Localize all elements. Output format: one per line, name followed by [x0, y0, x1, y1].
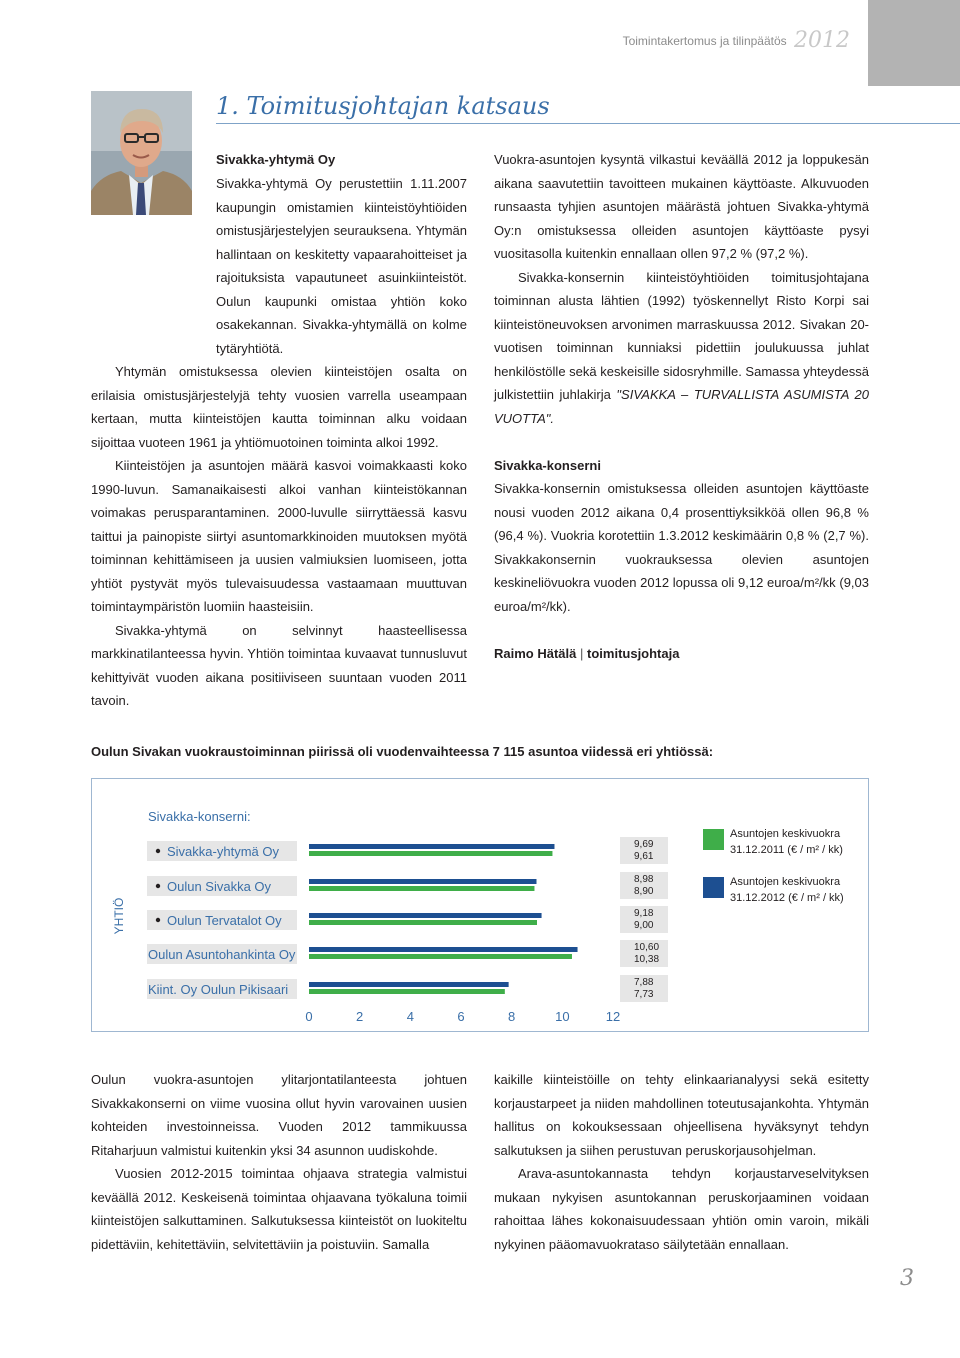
subheading-yhtyma: Sivakka-yhtymä Oy [216, 152, 336, 167]
x-tick-label: 10 [555, 1009, 570, 1024]
right-column [494, 148, 869, 665]
value-label-2012: 10,60 [634, 942, 660, 953]
corner-decoration [868, 0, 960, 86]
legend-text-line2: 31.12.2011 (€ / m² / kk) [730, 844, 843, 856]
value-label-2011: 8,90 [634, 886, 654, 897]
bar-2012 [309, 913, 542, 918]
right-paragraph-3: Sivakka-konsernin omistuksessa olleiden asuntojen käyttöaste nousi vuoden 2012 aikana 0,4 prosenttiyksikköä ollen 96,8 % (96,4 %). Vuokria korotettiin 1.3.2012 keskimäärin 0,8 % (2,7 %). Sivakkakonsernin vuokrauksessa olevien asuntojen keskineliövuokra vuoden 2012 lopussa oli 9,12 euroa/m²/kk (9,03 euroa/m²/kk). [494, 481, 869, 614]
category-label: Kiint. Oy Oulun Pikisaari [148, 982, 289, 997]
bottom-right-paragraph-1: kaikille kiinteistöille on tehty elinkaarianalyysi sekä esitetty korjaustarpeet ja niiden mahdollinen toteutusajankohta. Yhtymän hallitus on kokouksessaan ohjeellisena hyväksynyt tehdyn salkutuksen ja siihen perustuvan peruskorjausohjelman. [494, 1072, 869, 1158]
x-tick-label: 8 [508, 1009, 516, 1024]
header-year: 2012 [794, 28, 850, 53]
category-label: Oulun Asuntohankinta Oy [148, 947, 296, 962]
intro-text: Sivakka-yhtymä Oy perustettiin 1.11.2007 kaupungin omistamien kiinteistöyhtiöiden omistusjärjestelyjen seurauksena. Yhtymän hallintaan on keskitetty vapaarahoitteiset ja rajoituksista vapautuneet asuinkiinteistöt. Oulun kaupunki omistaa yhtiön koko osakekannan. Sivakka-yhtymällä on kolme tytäryhtiötä. [216, 176, 467, 356]
bar-2011 [309, 851, 552, 856]
book-title: "SIVAKKA – TURVALLISTA ASUMISTA 20 VUOTTA". [494, 387, 869, 426]
chart-heading: Oulun Sivakan vuokraustoiminnan piirissä oli vuodenvaihteessa 7 115 asuntoa viidessä eri yhtiössä: [91, 744, 714, 759]
bar-2011 [309, 954, 572, 959]
value-label-2012: 9,18 [634, 908, 654, 919]
y-axis-label: YHTIÖ [112, 897, 126, 935]
x-tick-label: 4 [406, 1009, 414, 1024]
category-bullet [156, 849, 160, 853]
legend-text-line2: 31.12.2012 (€ / m² / kk) [730, 892, 844, 904]
bar-2012 [309, 947, 578, 952]
value-label-2012: 8,98 [634, 874, 654, 885]
category-label: Oulun Sivakka Oy [167, 879, 272, 894]
title-divider [216, 123, 960, 124]
signature-title: toimitusjohtaja [587, 645, 680, 661]
value-label-2011: 9,00 [634, 920, 654, 931]
value-label-2012: 9,69 [634, 839, 654, 850]
category-label: Sivakka-yhtymä Oy [167, 844, 279, 859]
value-label-2012: 7,88 [634, 977, 654, 988]
bar-2011 [309, 989, 505, 994]
page-number: 3 [900, 1266, 914, 1291]
bottom-left-paragraph-1: Oulun vuokra-asuntojen ylitarjontatilanteesta johtuen Sivakkakonserni on viime vuosina ollut hyvin varovainen uusien kohteiden investoinneissa. Vuoden 2012 tammikuussa Ritaharjuun valmistui kuitenkin yksi 34 asunnon uudiskohde. [91, 1072, 467, 1158]
legend-text-line1: Asuntojen keskivuokra [730, 876, 841, 888]
bottom-left-column [91, 1068, 467, 1256]
section-title: 1. Toimitusjohtajan katsaus [216, 92, 550, 120]
x-tick-label: 2 [356, 1009, 364, 1024]
category-bullet [156, 884, 160, 888]
legend-swatch [703, 829, 724, 850]
header-title: Toimintakertomus ja tilinpäätös [622, 34, 787, 48]
subheading-konserni: Sivakka-konserni [494, 457, 601, 473]
signature-separator: | [580, 645, 584, 661]
left-paragraph-3: Sivakka-yhtymä on selvinnyt haasteellisessa markkinatilanteessa hyvin. Yhtiön toimintaa kuvaavat tunnusluvut kehittyivät vuoden aikana positiiviseen suuntaan vuoden 2011 tavoin. [91, 622, 467, 708]
left-paragraph-2: Kiinteistöjen ja asuntojen määrä kasvoi voimakkaasti koko 1990-luvun. Samanaikaisesti alkoi vanhan kiinteistökannan voimakas perusparantaminen. 2000-luvulle siirryttäessä kasvu taittui ja painopiste siirtyi asuntomarkkinoiden muutoksen myötä toiminnan kehittämiseen ja uusien valmiuksien luomiseen, jotta yhtiöt pystyvät myös tulevaisuudessa vastaamaan muuttuvan toimintaympäristön luomiin haasteisiin. [91, 458, 467, 614]
legend-swatch [703, 877, 724, 898]
left-paragraph-intro [91, 172, 467, 360]
left-paragraph-1: Yhtymän omistuksessa olevien kiinteistöjen osalta on erilaisia omistusjärjestelyjä tehty vuosien varrella useampaan kertaan, mutta kiinteistöjen kautta toiminnan alku voidaan sijoittaa vuoteen 1961 ja yhtiömuotoinen toiminta alkoi 1992. [91, 364, 467, 450]
left-column-body [91, 172, 467, 713]
bar-2012 [309, 879, 536, 884]
category-label: Oulun Tervatalot Oy [167, 913, 282, 928]
value-label-2011: 9,61 [634, 851, 654, 862]
spacer [494, 618, 869, 642]
value-label-2011: 10,38 [634, 954, 660, 965]
bar-2011 [309, 920, 537, 925]
value-label-2011: 7,73 [634, 989, 654, 1000]
x-tick-label: 0 [305, 1009, 313, 1024]
bar-2011 [309, 886, 534, 891]
right-paragraph-2-text: Sivakka-konsernin kiinteistöyhtiöiden toimitusjohtajana toiminnan alusta lähtien (1992) työskennellyt Risto Korpi sai kiinteistöneuvoksen arvonimen marraskuussa 2012. Sivakan 20-vuotisen toiminnan kunniaksi pidettiin joulukuussa juhlat henkilöstölle sekä keskeisille sidosryhmille. Samassa yhteydessä julkistettiin juhlakirja [494, 269, 870, 402]
right-paragraph-2 [494, 266, 869, 431]
signature [494, 642, 869, 666]
right-paragraph-1: Vuokra-asuntojen kysyntä vilkastui keväällä 2012 ja loppukesän aikana saavutettiin tavoitteen mukainen käyttöaste. Alkuvuoden runsaasta tyhjien asuntojen määrästä johtuen Sivakka-yhtymä Oy:n omistuksessa olleiden asuntojen käyttöaste pysyi vuositasolla kuitenkin ennallaan ollen 97,2 % (97,2 %). [494, 152, 869, 261]
x-tick-label: 12 [605, 1009, 621, 1024]
chart-group-label: Sivakka-konserni: [148, 809, 251, 824]
category-bullet [156, 918, 160, 922]
left-column-intro [216, 148, 467, 172]
running-header [623, 28, 850, 53]
bottom-left-paragraph-2: Vuosien 2012-2015 toimintaa ohjaava strategia valmistui keväällä 2012. Keskeisenä toimintaa ohjaavana työkaluna toimii kiinteistöjen salkuttaminen. Salkutuksessa kiinteistöt on luokiteltu pidettäviin, kehitettäviin, selvitettäviin ja poistuviin. Samalla [91, 1166, 467, 1252]
bar-2012 [309, 982, 509, 987]
legend-text-line1: Asuntojen keskivuokra [730, 828, 841, 840]
x-tick-label: 6 [457, 1009, 465, 1024]
spacer [494, 430, 869, 454]
rent-bar-chart [91, 778, 869, 1032]
bottom-right-column [494, 1068, 869, 1256]
bar-2012 [309, 844, 554, 849]
signature-name: Raimo Hätälä [494, 645, 577, 661]
bottom-right-paragraph-2: Arava-asuntokannasta tehdyn korjaustarveselvityksen mukaan nykyisen asuntokannan peruskorjaaminen voidaan rahoittaa lähes kokonaisuudessaan yhtiön omin varoin, mikäli nykyinen pääomavuokrataso säilytetään ennallaan. [494, 1166, 869, 1252]
